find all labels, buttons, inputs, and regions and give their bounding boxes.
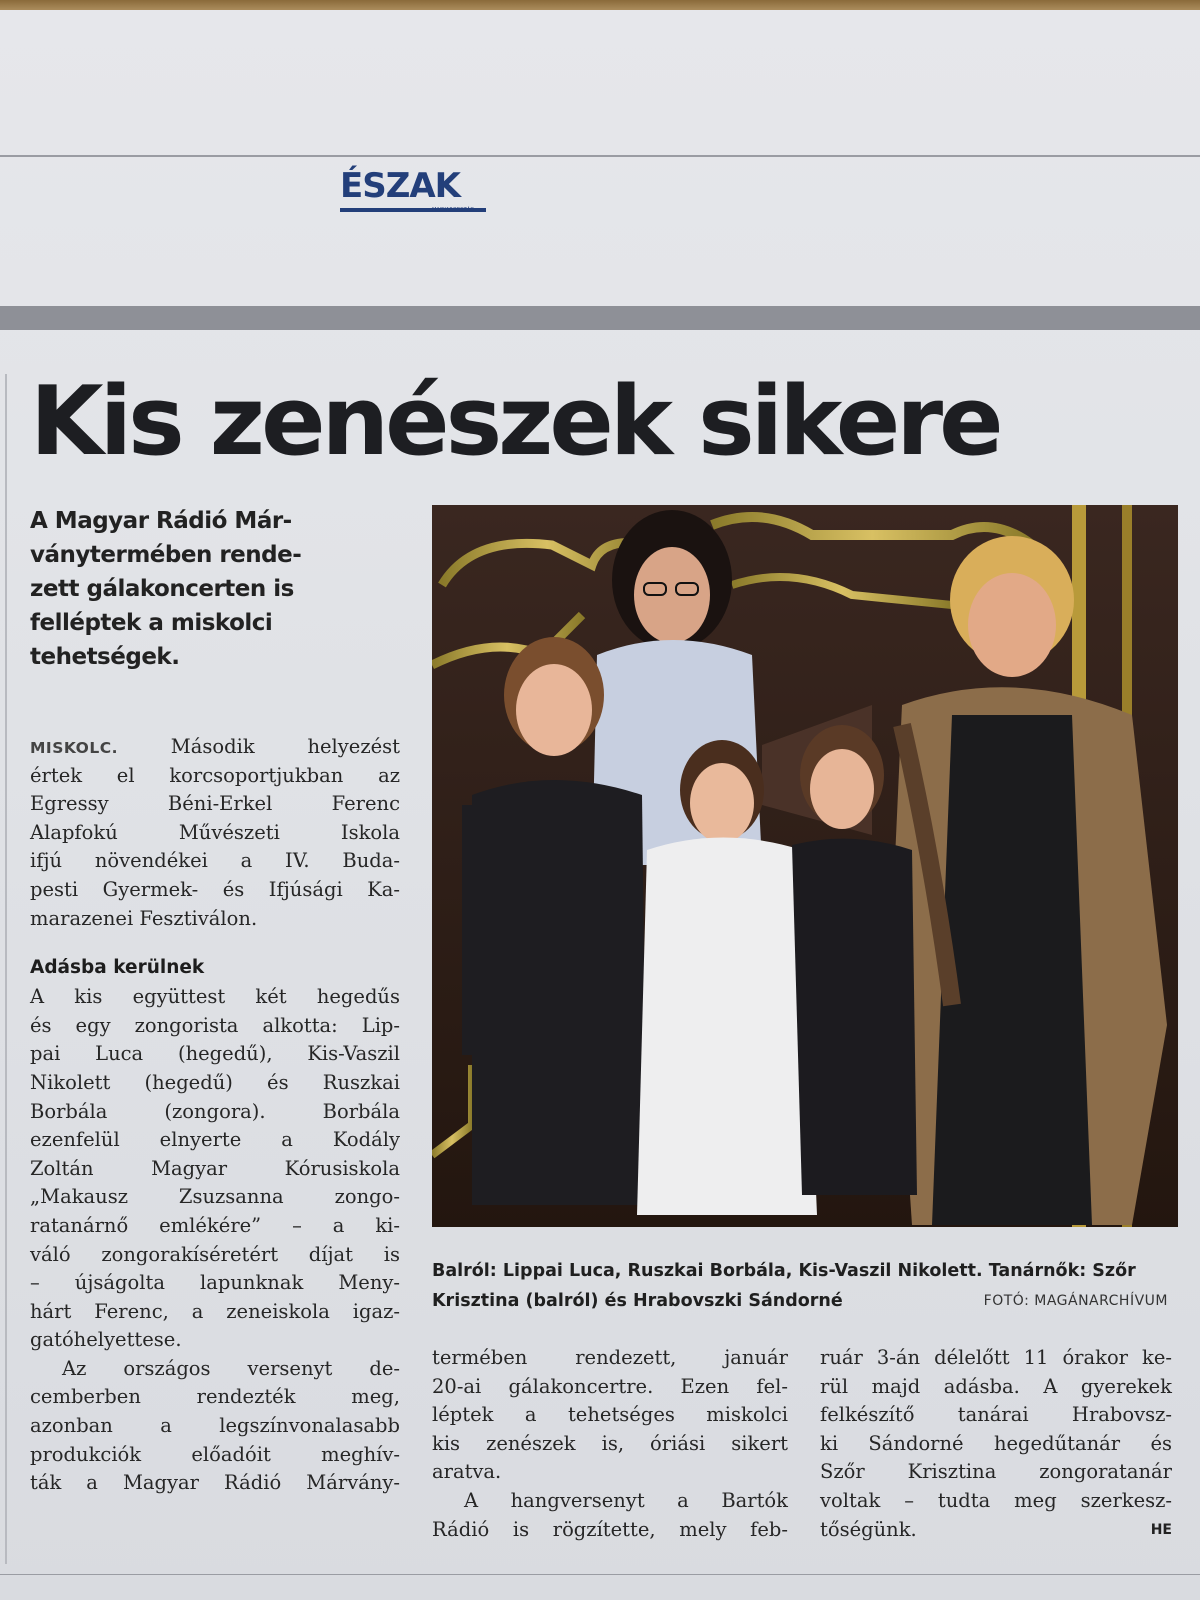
text-line: – újságolta lapunknak Meny-	[30, 1271, 400, 1295]
text-line: cemberben rendezték meg,	[30, 1385, 400, 1409]
text-line: hárt Ferenc, a zeneiskola igaz-	[30, 1299, 400, 1323]
text-line: pai Luca (hegedű), Kis-Vaszil	[30, 1042, 400, 1066]
text-line: Alapfokú Művészeti Iskola	[30, 820, 400, 844]
text-line: ták a Magyar Rádió Márvány-	[30, 1471, 400, 1495]
photo-credit: FOTÓ: MAGÁNARCHÍVUM	[983, 1293, 1168, 1309]
text-line: léptek a tehetséges miskolci	[432, 1403, 788, 1427]
text-line: Szőr Krisztina zongoratanár	[820, 1460, 1172, 1484]
photo-caption	[432, 1256, 1178, 1316]
section-name: ÉSZAK	[340, 166, 461, 206]
text-line: 20-ai gálakoncertre. Ezen fel-	[432, 1374, 788, 1398]
text-line: produkciók előadóit meghív-	[30, 1442, 400, 1466]
headline: Kis zenészek sikere	[30, 367, 1000, 477]
text-line: marazenei Fesztiválon.	[30, 906, 258, 930]
text-line: és egy zongorista alkotta: Lip-	[30, 1013, 400, 1037]
text-line: termében rendezett, január	[432, 1346, 788, 1369]
subhead: Adásba kerülnek	[30, 957, 205, 979]
text-line: Borbála (zongora). Borbála	[30, 1099, 400, 1123]
text-line: kis zenészek is, óriási sikert	[432, 1431, 788, 1455]
header-bar	[0, 306, 1200, 330]
text-line: rül majd adásba. A gyerekek	[820, 1374, 1172, 1398]
lede	[30, 504, 400, 674]
column-2	[432, 1344, 788, 1544]
column-rule	[5, 374, 7, 1564]
photo-illustration	[432, 505, 1178, 1227]
section-logo	[340, 166, 486, 212]
text-line: ezenfelül elnyerte a Kodály	[30, 1128, 400, 1152]
caption-line: Krisztina (balról) és Hrabovszki Sándorné	[432, 1291, 843, 1311]
column-3	[820, 1344, 1172, 1544]
article-photo	[432, 505, 1178, 1227]
lede-line: zett gálakoncerten is	[30, 576, 294, 602]
text-line: ki Sándorné hegedűtanár és	[820, 1431, 1172, 1455]
text-line: Az országos versenyt de-	[62, 1356, 400, 1380]
text-line: ruár 3-án délelőtt 11 órakor ke-	[820, 1346, 1172, 1369]
text-line: váló zongorakíséretért díjat is	[30, 1242, 400, 1266]
text-line: A kis együttest két hegedűs	[30, 985, 400, 1009]
lede-line: ványtermében rende-	[30, 542, 302, 568]
text-line: voltak – tudta meg szerkesz-	[820, 1488, 1172, 1512]
section-subtitle: MAGYARORSZÁG	[432, 207, 475, 213]
text-line	[820, 1516, 1172, 1545]
closing-text: tőségünk.	[820, 1517, 917, 1541]
text-line: azonban a legszínvonalasabb	[30, 1414, 400, 1438]
text-line: Egressy Béni-Erkel Ferenc	[30, 792, 400, 816]
text-line: Nikolett (hegedű) és Ruszkai	[30, 1070, 400, 1094]
text-line: „Makausz Zsuzsanna zongo-	[30, 1185, 400, 1209]
text-line: Rádió is rögzítette, mely feb-	[432, 1517, 788, 1541]
lede-line: felléptek a miskolci	[30, 610, 273, 636]
bottom-rule	[0, 1574, 1200, 1575]
dateline: MISKOLC.	[30, 739, 118, 757]
author-signature: HE	[1150, 1521, 1172, 1538]
first-line	[30, 733, 400, 762]
top-rule	[0, 155, 1200, 157]
text-line: pesti Gyermek- és Ifjúsági Ka-	[30, 877, 400, 901]
lede-line: A Magyar Rádió Már-	[30, 508, 292, 534]
first-line-text: Második helyezést	[170, 735, 401, 758]
lede-line: tehetségek.	[30, 644, 180, 670]
caption-line: Balról: Lippai Luca, Ruszkai Borbála, Kis-Vaszil Nikolett. Tanárnők: Szőr	[432, 1261, 1136, 1281]
text-line: aratva.	[432, 1460, 502, 1484]
text-line: gatóhelyettese.	[30, 1328, 182, 1352]
column-1	[30, 733, 400, 1498]
text-line: felkészítő tanárai Hrabovsz-	[820, 1403, 1172, 1427]
text-line: ratanárnő emlékére” – a ki-	[30, 1213, 400, 1237]
text-line: A hangversenyt a Bartók	[464, 1488, 788, 1512]
text-line: Zoltán Magyar Kórusiskola	[30, 1156, 400, 1180]
text-line: értek el korcsoportjukban az	[30, 763, 400, 787]
text-line: ifjú növendékei a IV. Buda-	[30, 849, 400, 873]
